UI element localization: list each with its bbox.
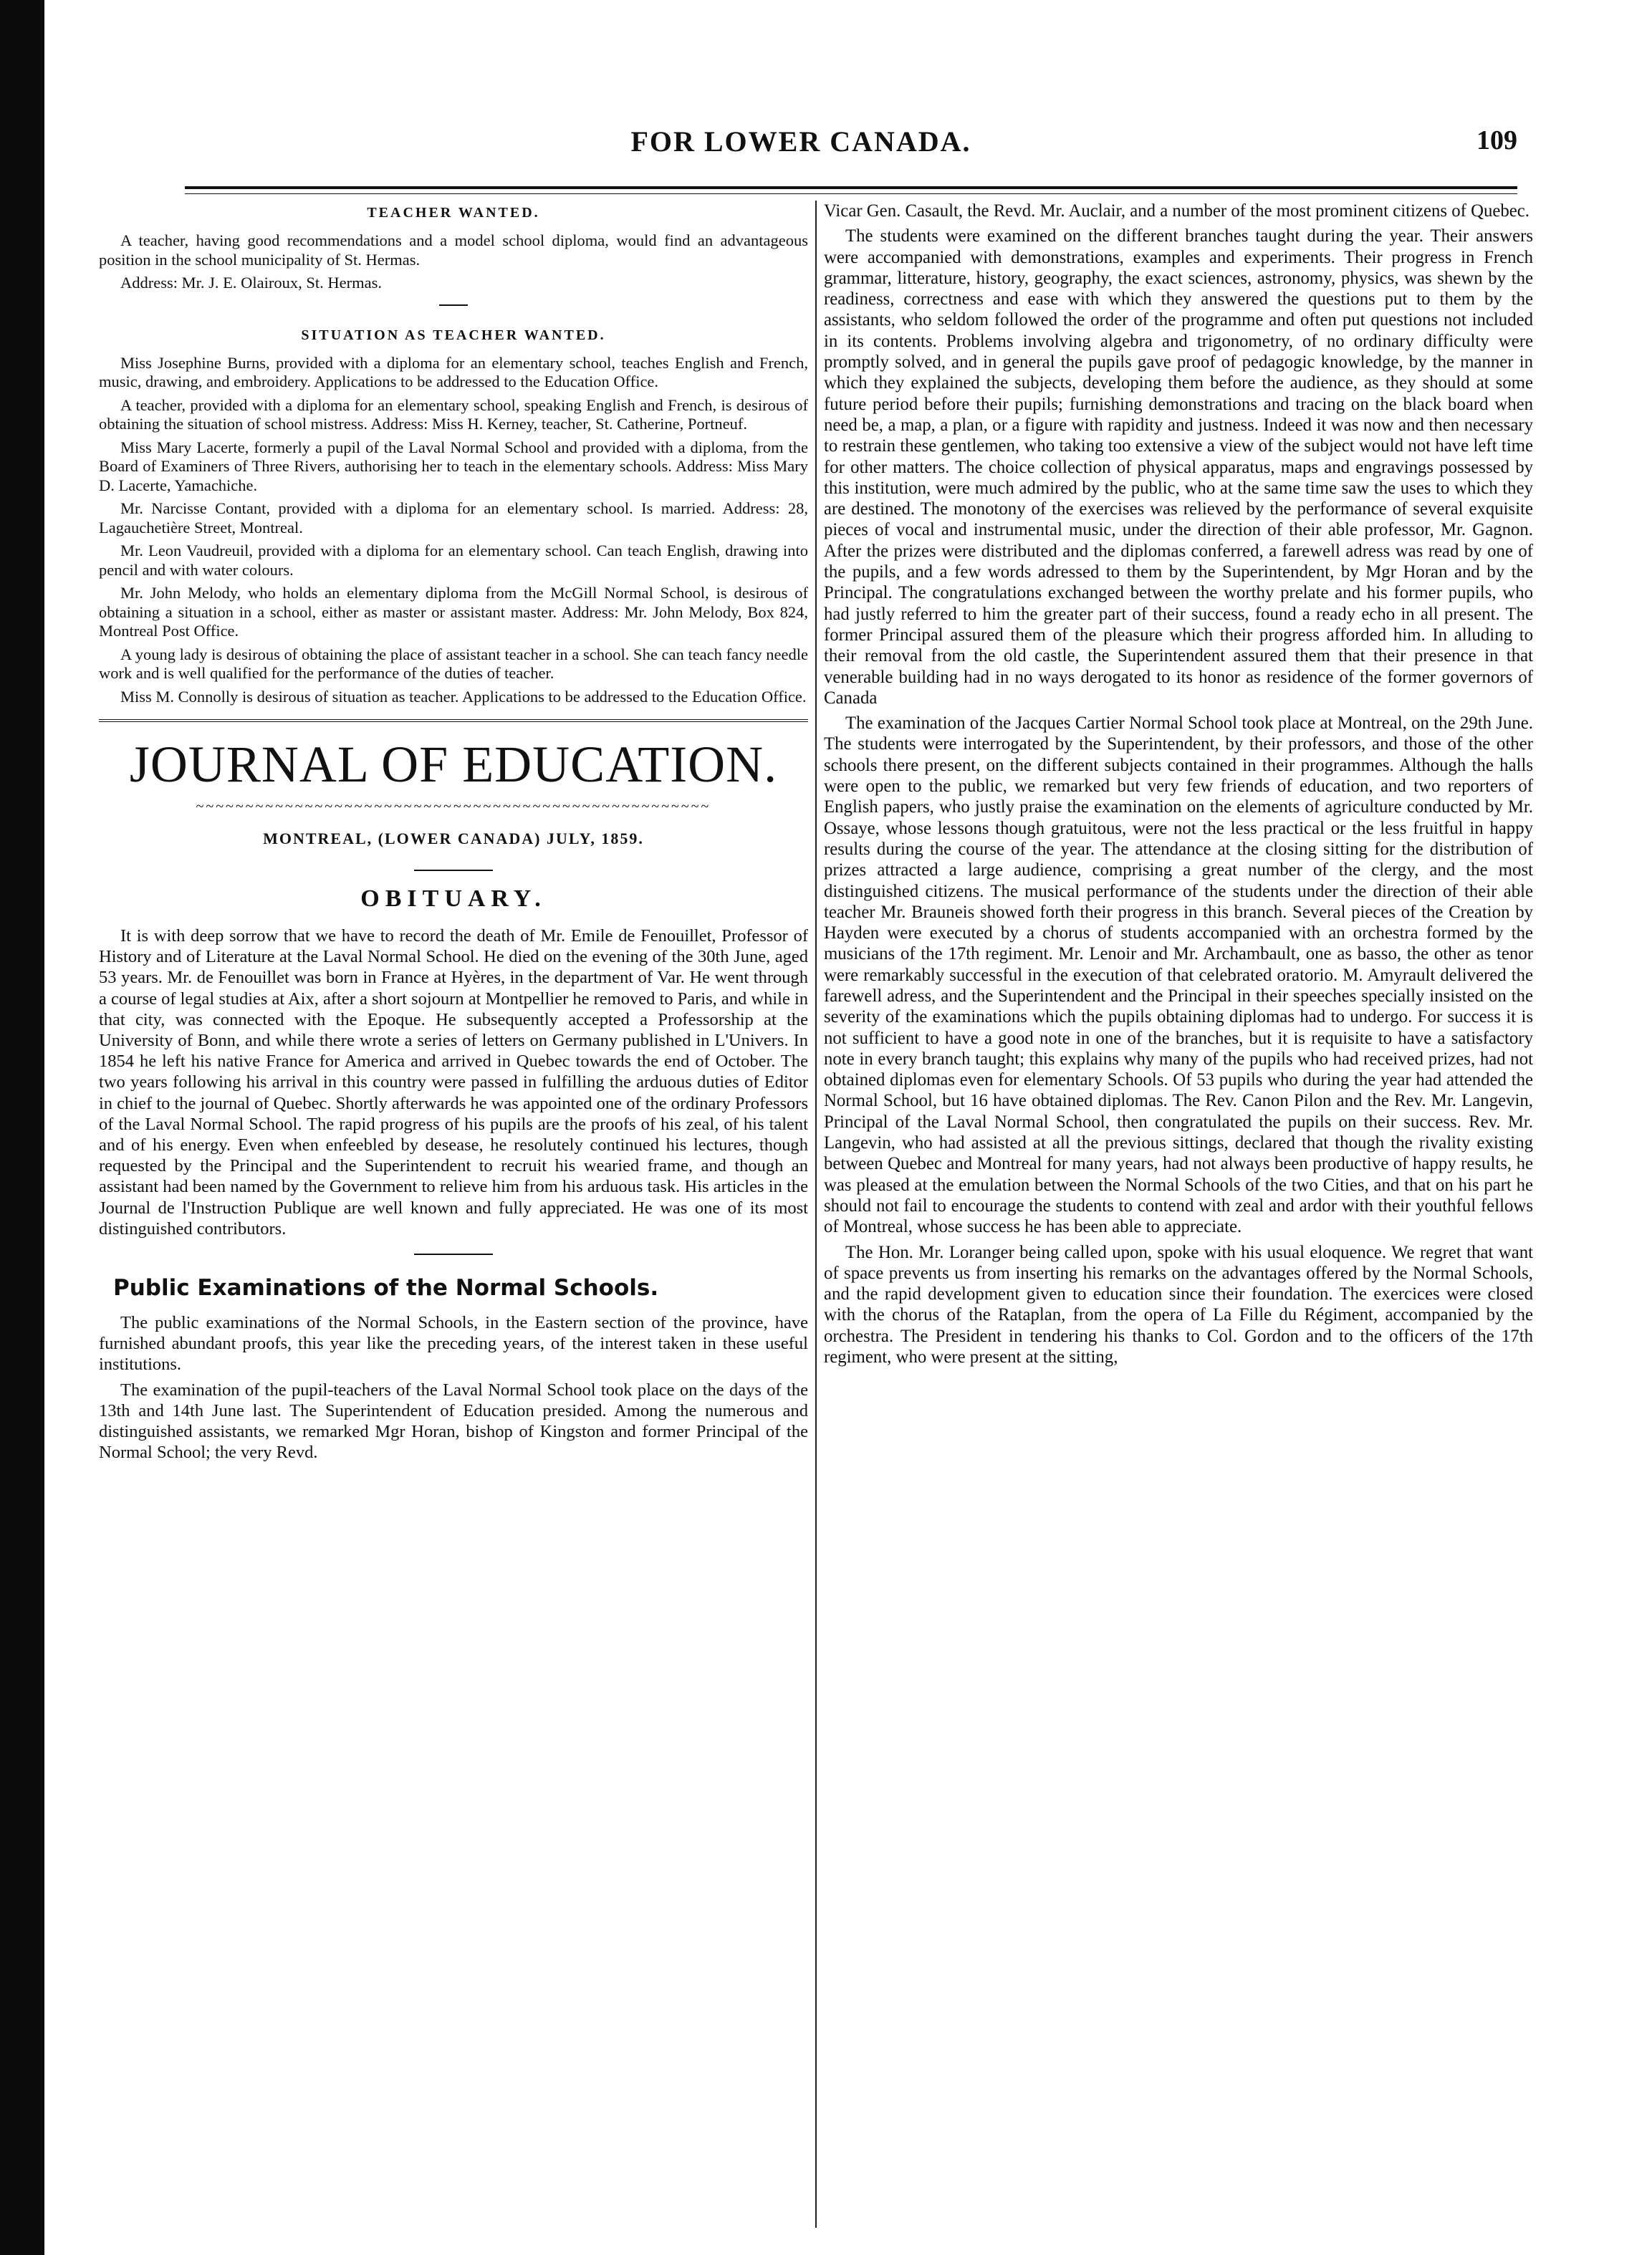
situation-notice: Mr. Leon Vaudreuil, provided with a diploma for an elementary school. Can teach English, drawing into pencil and with water colours. bbox=[99, 542, 808, 579]
running-head-title: FOR LOWER CANADA. bbox=[630, 125, 971, 158]
dateline: MONTREAL, (LOWER CANADA) JULY, 1859. bbox=[263, 830, 644, 847]
section-dash bbox=[439, 304, 468, 306]
situation-notice: Miss Mary Lacerte, formerly a pupil of the Laval Normal School and provided with a diploma, from the Board of Examiners of Three Rivers, authorising her to teach in the elementary schools. Address: Miss Mary D. Lacerte, Yamachiche. bbox=[99, 438, 808, 494]
header-rule bbox=[185, 186, 1517, 194]
situation-notice: Miss M. Connolly is desirous of situation as teacher. Applications to be addressed to the Education Office. bbox=[120, 687, 807, 706]
public-exam-heading: Public Examinations of the Normal Schools. bbox=[113, 1275, 659, 1302]
article-paragraph: The Hon. Mr. Loranger being called upon, spoke with his usual eloquence. We regret that want of space prevents us from inserting his remarks on the advantages offered by the Normal Schools, and the rapid development given to education since their foundation. The exercices were closed with the chorus of the Rataplan, from the opera of La Fille du Régiment, accompanied by the orchestra. The President in tendering his thanks to Col. Gordon and to the officers of the 17th regiment, who were present at the sitting, bbox=[824, 1242, 1533, 1367]
situation-notice: Miss Josephine Burns, provided with a diploma for an elementary school, teaches English and French, music, drawing, and embroidery. Applications to be addressed to the Education Office. bbox=[99, 353, 808, 390]
column-divider bbox=[815, 201, 817, 2228]
masthead-title: JOURNAL OF EDUCATION. bbox=[129, 736, 778, 793]
masthead-rule bbox=[99, 719, 808, 725]
section-rule bbox=[414, 870, 493, 871]
article-paragraph: The students were examined on the different branches taught during the year. Their answers were accompanied with demonstrations, examples and experiments. Their progress in French grammar, litterature, history, geography, the exact sciences, astronomy, physics, was shewn by the readiness, correctness and ease with which they answered the questions put to them by the assistants, who seldom followed the order of the programme and often put questions not included in its contents. Problems involving algebra and trigonometry, of no ordinary difficulty were promptly solved, and in general the pupils gave proof of pedagogic knowledge, by the manner in which they explained the subjects, developing them before the audience, as they should at some future period before their pupils; furnishing demonstrations and tracing on the black board when need be, a map, a plan, or a figure with rapidity and justness. Indeed it was now and then necessary to restrain these gentlemen, who taking too extensive a view of the subject would not have left time for other matters. The choice collection of physical apparatus, maps and engravings possessed by this institution, were much admired by the public, who at the same time saw the uses to which they are destined. The monotony of the exercises was relieved by the performance of several exquisite pieces of vocal and instrumental music, under the direction of their able professor, Mr. Gagnon. After the prizes were distributed and the diplomas conferred, a farewell adress was read by one of the pupils, and a few words adressed to them by the Superintendent, by Mgr Horan and by the Principal. The congratulations exchanged between the worthy prelate and his former pupils, who had justly referred to him the greater part of their success, found a ready echo in all present. The former Principal assured them of the pleasure which their progress afforded him. In alluding to their removal from the old castle, the Superintendent assured them that their presence in that venerable building had in no ways derogated to its honor as residence of the former governors of Canada bbox=[824, 226, 1533, 708]
teacher-wanted-heading: TEACHER WANTED. bbox=[367, 205, 540, 221]
left-column bbox=[99, 201, 808, 2228]
masthead-ornament: ~~~~~~~~~~~~~~~~~~~~~~~~~~~~~~~~~~~~~~~~~~~~~~~~~~~~ bbox=[196, 799, 711, 814]
public-exam-intro: The public examinations of the Normal Schools, in the Eastern section of the province, have furnished abundant proofs, this year like the preceding years, of the interest taken in these useful institutions. bbox=[99, 1313, 808, 1375]
section-rule bbox=[414, 1254, 493, 1255]
article-paragraph: The examination of the Jacques Cartier Normal School took place at Montreal, on the 29th June. The students were interrogated by the Superintendent, by their professors, and those of the other schools there present, on the different subjects contained in their programmes. Although the halls were open to the public, we remarked but very few friends of education, and two reporters of English papers, who justly praise the examination on the elements of agriculture conducted by Mr. Ossaye, whose lessons though gratuitous, were not the less practical or the less fruitful in happy results during the course of the year. The attendance at the closing sitting for the distribution of prizes attracted a large audience, comprising a great number of the clergy, and the most distinguished citizens. The musical performance of the students under the direction of their able teacher Mr. Brauneis showed forth their progress in this branch. Several pieces of the Creation by Hayden were executed by a chorus of students accompanied with an orchestra formed by the musicians of the 17th regiment. Mr. Lenoir and Mr. Archambault, one as basso, the other as tenor were remarkably successful in the execution of that celebrated oratorio. M. Amyrault delivered the farewell adress, and the Superintendent and the Principal in their speeches specially insisted on the severity of the examinations which the pupils obtaining diplomas had to undergo. For success it is not sufficient to have a good note in one of the branches, but it is requisite to have a satisfactory note in every branch taught; this explains why many of the pupils who had received prizes, had not obtained diplomas even for elementary Schools. Of 53 pupils who during the year had attended the Normal School, but 16 have obtained diplomas. The Rev. Canon Pilon and the Rev. Mr. Langevin, Principal of the Laval Normal School, then congratulated the pupils on their success. Rev. Mr. Langevin, who had assisted at all the previous sittings, declared that though the rivality existing between Quebec and Montreal for many years, had not always been productive of happy results, he was pleased at the emulation between the Normal Schools of the two Cities, and that on his part he should not fail to encourage the students to contend with zeal and ardor with their youthful fellows of Montreal, whose success he has been able to appreciate. bbox=[824, 713, 1533, 1237]
public-exam-laval: The examination of the pupil-teachers of the Laval Normal School took place on the days of the 13th and 14th June last. The Superintendent of Education presided. Among the numerous and distinguished assistants, we remarked Mgr Horan, bishop of Kingston and former Principal of the Normal School; the very Revd. bbox=[99, 1380, 808, 1463]
teacher-wanted-address: Address: Mr. J. E. Olairoux, St. Hermas. bbox=[120, 274, 382, 292]
running-head bbox=[85, 125, 1517, 175]
situation-notice: Mr. John Melody, who holds an elementary diploma from the McGill Normal School, is desirous of obtaining a situation in a school, either as master or assistant master. Address: Mr. John Melody, Box 824, Montreal Post Office. bbox=[99, 584, 808, 640]
scan-edge-bar bbox=[0, 0, 44, 2255]
situation-heading: SITUATION AS TEACHER WANTED. bbox=[301, 327, 606, 343]
article-paragraph: Vicar Gen. Casault, the Revd. Mr. Auclair, and a number of the most prominent citizens of Quebec. bbox=[824, 201, 1529, 221]
situation-notice: A young lady is desirous of obtaining the place of assistant teacher in a school. She can teach fancy needle work and is well qualified for the performance of the duties of teacher. bbox=[99, 645, 808, 682]
obituary-text: It is with deep sorrow that we have to record the death of Mr. Emile de Fenouillet, Professor of History and of Literature at the Laval Normal School. He died on the evening of the 30th June, aged 53 years. Mr. de Fenouillet was born in France at Hyères, in the department of Var. He went through a course of legal studies at Aix, after a short sojourn at Montpellier he removed to Paris, and while in that city, was connected with the Epoque. He subsequently accepted a Professorship at the University of Bonn, and while there wrote a series of letters on Germany published in L'Univers. In 1854 he left his native France for America and arrived in Quebec towards the end of October. The two years following his arrival in this country were passed in fulfilling the arduous duties of Editor in chief to the journal of Quebec. Shortly afterwards he was appointed one of the ordinary Professors of the Laval Normal School. The rapid progress of his pupils are the proofs of his zeal, of his talent and of his energy. Even when enfeebled by desease, he resolutely continued his lectures, though requested by the Principal and the Superintendent to recruit his wearied frame, and though an assistant had been named by the Government to relieve him from his arduous task. His articles in the Journal de l'Instruction Publique are well known and fully appreciated. He was one of its most distinguished contributors. bbox=[99, 926, 808, 1239]
right-column bbox=[824, 201, 1533, 2228]
page-number: 109 bbox=[1476, 125, 1517, 155]
situation-notice: Mr. Narcisse Contant, provided with a diploma for an elementary school. Is married. Address: 28, Lagauchetière Street, Montreal. bbox=[99, 499, 808, 537]
situation-notice: A teacher, provided with a diploma for an elementary school, speaking English and French, is desirous of obtaining the situation of school mistress. Address: Miss H. Kerney, teacher, St. Catherine, Portneuf. bbox=[99, 395, 808, 433]
teacher-wanted-text: A teacher, having good recommendations and a model school diploma, would find an advantageous position in the school municipality of St. Hermas. bbox=[99, 231, 808, 269]
obituary-heading: OBITUARY. bbox=[360, 885, 547, 912]
